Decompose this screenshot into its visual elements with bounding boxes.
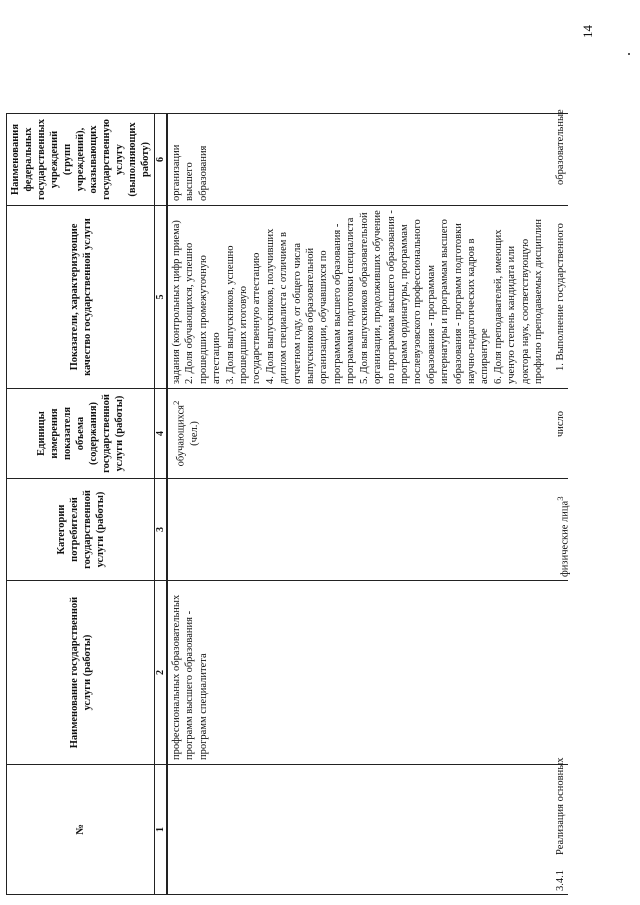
row-criteria-cell <box>167 206 568 389</box>
header-service-name: Наименование государственной услуги (работы) <box>7 581 155 765</box>
criteria-item: 4. Доля выпускников, получивших диплом специалиста с отличием в отчетном году, от общего числа выпускников образовательной организации, обучавшихся по программам высшего образования - программам подготовки специалиста <box>264 217 357 384</box>
column-number-3: 3 <box>155 479 168 581</box>
services-table <box>6 113 568 895</box>
page-number: 14 <box>580 25 595 38</box>
next-row-unit: число <box>555 410 566 437</box>
header-consumers: Категории потребителей государственной услуги (работы) <box>7 479 155 581</box>
row-unit-cell <box>167 389 568 479</box>
header-row <box>7 114 155 895</box>
criteria-item: задания (контрольных цифр приема) <box>171 220 182 384</box>
scan-speck <box>628 53 630 55</box>
table-row <box>167 114 568 895</box>
column-number-6: 6 <box>155 114 168 206</box>
criteria-item: 2. Доля обучающихся, успешно прошедших промежуточную аттестацию <box>184 242 223 384</box>
unit-label: обучающихся <box>175 405 187 467</box>
next-row-service: Реализация основных <box>555 757 566 855</box>
criteria-item: 3. Доля выпускников, успешно прошедших итоговую государственную аттестацию <box>224 245 263 384</box>
header-units: Единицы измерения показателя объема (содержания) государственной услуги (работы) <box>7 389 155 479</box>
row-service-cell: профессиональных образовательных программ высшего образования - программ специалитета <box>167 581 568 765</box>
criteria-item: 6. Доля преподавателей, имеющих ученую степень кандидата или доктора наук, соответствующую профилю преподаваемых дисциплин <box>492 218 544 384</box>
next-row-consumers-text: физические лица <box>559 500 571 577</box>
row-institution-cell: организации высшего образования <box>167 114 568 206</box>
next-row-institution: образовательные <box>555 109 566 185</box>
header-number: № <box>7 765 155 895</box>
next-row-number: 3.4.1 <box>555 870 566 891</box>
row-number-cell <box>167 765 568 895</box>
column-number-2: 2 <box>155 581 168 765</box>
column-numbers-row <box>155 114 168 895</box>
column-number-4: 4 <box>155 389 168 479</box>
next-row-criteria: 1. Выполнение государственного <box>555 223 566 371</box>
next-row-consumers <box>554 496 572 577</box>
header-quality-indicators: Показатели, характеризующие качество государственной услуги <box>7 206 155 389</box>
criteria-item: 5. Доля выпускников образовательной организации, продолживших обучение по программам высшего образования - программ ординатуры, программам послевузовского профессионального образования - программам интернатуры и программам высшего образования - программ подготовки научно-педагогических кадров в аспирантуре <box>358 210 491 384</box>
header-institutions: Наименования федеральных государственных учреждений (групп учреждений), оказывающих государственную услугу (выполняющих работу) <box>7 114 155 206</box>
unit-footnote-mark: 2 <box>171 400 181 405</box>
column-number-5: 5 <box>155 206 168 389</box>
next-row-consumers-footnote: 3 <box>555 496 565 501</box>
column-number-1: 1 <box>155 765 168 895</box>
row-consumers-cell <box>167 479 568 581</box>
unit-abbreviation: (чел.) <box>188 421 200 446</box>
